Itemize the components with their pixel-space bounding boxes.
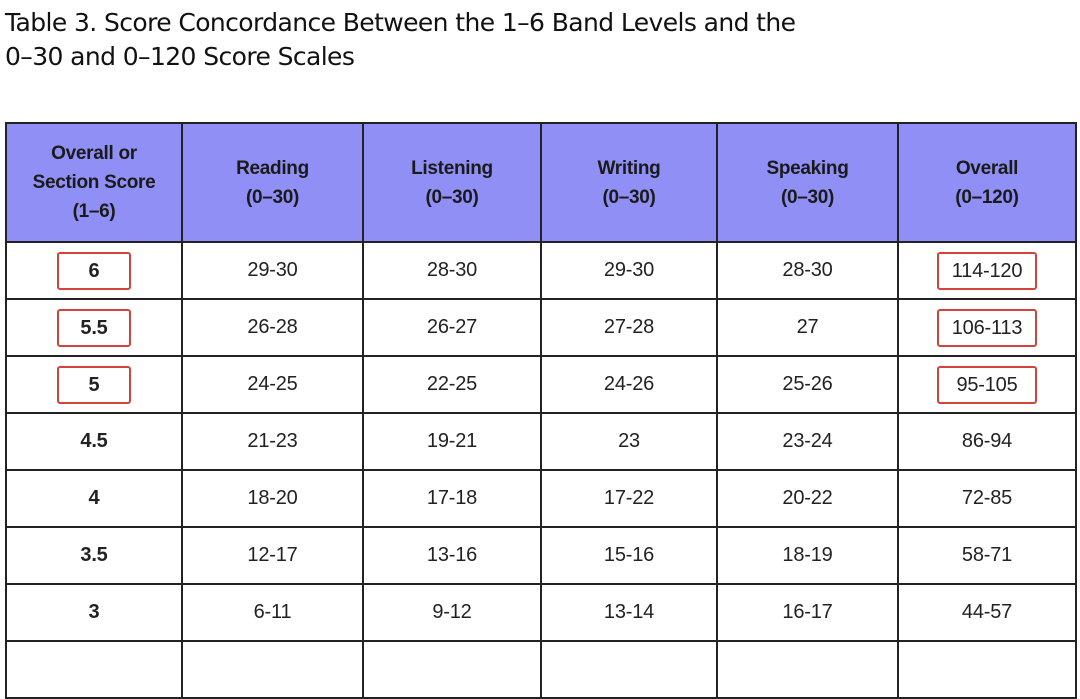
header-line: Overall or <box>51 143 137 164</box>
concordance-table <box>5 122 1077 699</box>
cell-listening: 17-18 <box>363 470 541 527</box>
cell-listening: 22-25 <box>363 356 541 413</box>
table-row <box>6 527 1076 584</box>
table-title-line-1: Table 3. Score Concordance Between the 1–6 Band Levels and the <box>5 8 796 37</box>
cell-band: 3 <box>6 584 182 641</box>
cell-empty <box>541 641 717 698</box>
table-row <box>6 470 1076 527</box>
header-line: (0–30) <box>602 186 656 208</box>
cell-writing: 29-30 <box>541 242 717 299</box>
header-line: (0–120) <box>955 186 1019 208</box>
cell-speaking: 27 <box>717 299 898 356</box>
cell-empty <box>717 641 898 698</box>
cell-writing: 17-22 <box>541 470 717 527</box>
header-line: Writing <box>597 157 661 179</box>
table-row <box>6 299 1076 356</box>
cell-reading: 21-23 <box>182 413 363 470</box>
table-title <box>5 6 905 74</box>
cell-listening: 19-21 <box>363 413 541 470</box>
cell-overall: 44-57 <box>898 584 1076 641</box>
cell-listening: 26-27 <box>363 299 541 356</box>
cell-empty <box>363 641 541 698</box>
cell-speaking: 28-30 <box>717 242 898 299</box>
cell-speaking: 18-19 <box>717 527 898 584</box>
highlight-box-overall: 114-120 <box>937 252 1037 290</box>
table-row <box>6 356 1076 413</box>
cell-band: 3.5 <box>6 527 182 584</box>
header-line: Section Score <box>32 172 156 193</box>
table-title-line-2: 0–30 and 0–120 Score Scales <box>5 42 355 71</box>
table-header <box>6 123 1076 242</box>
cell-listening: 28-30 <box>363 242 541 299</box>
cell-overall <box>898 356 1076 413</box>
header-line: (0–30) <box>780 186 835 208</box>
cell-speaking: 23-24 <box>717 413 898 470</box>
header-line: (0–30) <box>245 186 300 208</box>
header-reading <box>182 123 363 242</box>
cell-writing: 23 <box>541 413 717 470</box>
cell-writing: 24-26 <box>541 356 717 413</box>
cell-reading: 26-28 <box>182 299 363 356</box>
table-body <box>6 242 1076 698</box>
table-row <box>6 242 1076 299</box>
header-speaking <box>717 123 898 242</box>
header-line: (0–30) <box>425 186 479 208</box>
cell-overall: 58-71 <box>898 527 1076 584</box>
table-row <box>6 584 1076 641</box>
highlight-box-band: 5 <box>57 366 131 404</box>
cell-writing: 13-14 <box>541 584 717 641</box>
cell-band <box>6 356 182 413</box>
cell-empty <box>182 641 363 698</box>
cell-speaking: 20-22 <box>717 470 898 527</box>
header-line: Overall <box>955 157 1019 179</box>
cell-listening: 9-12 <box>363 584 541 641</box>
cell-band <box>6 299 182 356</box>
cell-band <box>6 242 182 299</box>
cell-overall: 86-94 <box>898 413 1076 470</box>
cell-speaking: 16-17 <box>717 584 898 641</box>
header-line: Reading <box>236 157 309 179</box>
header-row <box>6 123 1076 242</box>
cell-overall: 72-85 <box>898 470 1076 527</box>
cell-band: 4 <box>6 470 182 527</box>
cell-writing: 27-28 <box>541 299 717 356</box>
header-writing <box>541 123 717 242</box>
cell-writing: 15-16 <box>541 527 717 584</box>
cell-reading: 18-20 <box>182 470 363 527</box>
cell-listening: 13-16 <box>363 527 541 584</box>
header-line: Speaking <box>766 157 849 179</box>
table-row <box>6 413 1076 470</box>
header-listening <box>363 123 541 242</box>
cell-overall <box>898 242 1076 299</box>
highlight-box-overall: 106-113 <box>937 309 1037 347</box>
cell-overall <box>898 299 1076 356</box>
cell-speaking: 25-26 <box>717 356 898 413</box>
cell-band: 4.5 <box>6 413 182 470</box>
highlight-box-band: 5.5 <box>57 309 131 347</box>
header-overall <box>898 123 1076 242</box>
cell-reading: 29-30 <box>182 242 363 299</box>
highlight-box-overall: 95-105 <box>937 366 1037 404</box>
cell-reading: 6-11 <box>182 584 363 641</box>
highlight-box-band: 6 <box>57 252 131 290</box>
cell-empty <box>898 641 1076 698</box>
header-line: (1–6) <box>72 201 116 222</box>
cell-reading: 24-25 <box>182 356 363 413</box>
header-line: Listening <box>411 157 493 179</box>
header-band-score <box>6 123 182 242</box>
cell-empty <box>6 641 182 698</box>
table-row-partial <box>6 641 1076 698</box>
cell-reading: 12-17 <box>182 527 363 584</box>
concordance-table-container <box>5 122 1075 699</box>
